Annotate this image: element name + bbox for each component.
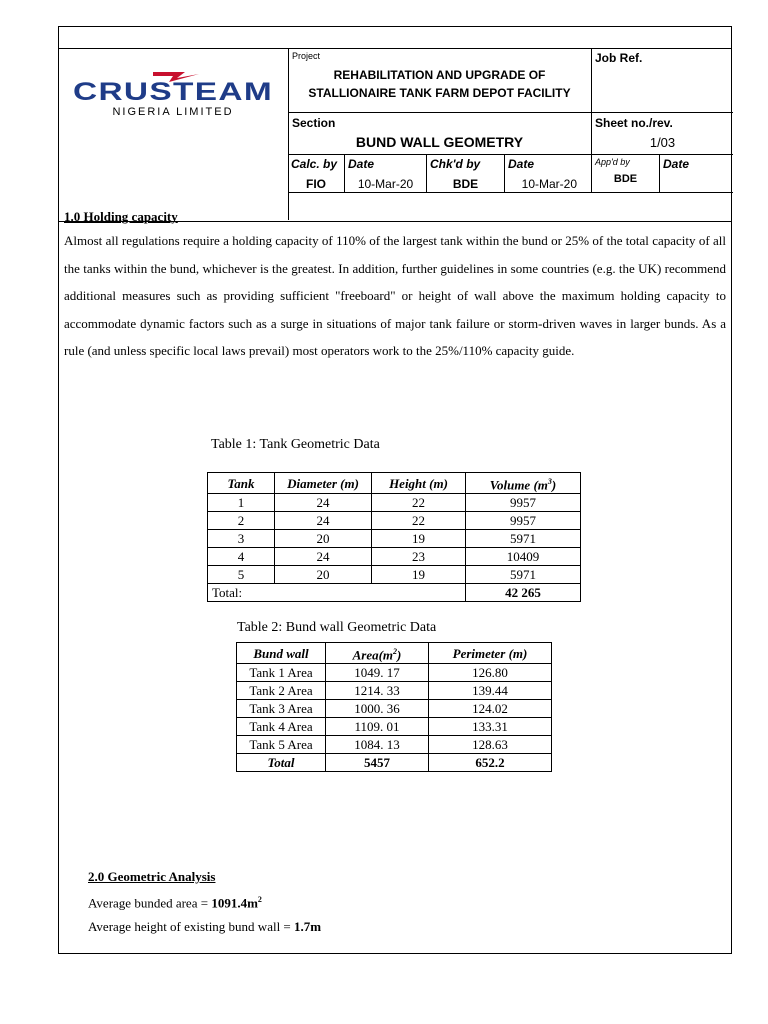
section2-heading: 2.0 Geometric Analysis (88, 869, 216, 884)
section-title: BUND WALL GEOMETRY (355, 134, 524, 150)
date3-cell (659, 154, 733, 192)
logo-cell (59, 48, 289, 220)
company-logo (59, 48, 288, 220)
section-cell (288, 112, 591, 154)
project-label: Project (292, 51, 321, 61)
chkd-by-label: Chk'd by (430, 157, 481, 171)
table-row (208, 494, 581, 512)
table1-header-row (208, 473, 581, 494)
project-title-line1: REHABILITATION AND UPGRADE OF (333, 68, 546, 82)
section2 (88, 868, 688, 938)
calc-by-label: Calc. by (291, 157, 338, 171)
logo-brand-text: CRUSTEAM (73, 78, 273, 106)
table-cell: 9957 (466, 512, 581, 530)
table-cell: 10409 (466, 548, 581, 566)
section1-paragraph: Almost all regulations require a holding capacity of 110% of the largest tank within the bund or 25% of the total capacity of all the tanks within the bund, whichever is the greatest. In addition, further guidelines in some countries (e.g. the UK) recommend additional measures such as providing sufficient "freeboard" or height of wall above the maximum holding capacity to accommodate dynamic factors such as a surge in situations of major tank failure or storm-driven waves in larger bunds. As a rule (and unless specific local laws prevail) most operators work to the 25%/110% capacity guide. (64, 233, 726, 358)
table-cell: 19 (372, 566, 466, 584)
project-title-line2: STALLIONAIRE TANK FARM DEPOT FACILITY (308, 86, 571, 100)
table2-col-perimeter: Perimeter (m) (429, 643, 552, 664)
table-cell: Tank 2 Area (237, 682, 326, 700)
table2-total-area: 5457 (326, 754, 429, 772)
sheet-label: Sheet no./rev. (595, 116, 673, 130)
date2-value: 10-Mar-20 (521, 177, 577, 191)
table2-caption: Table 2: Bund wall Geometric Data (237, 620, 437, 635)
logo-sub-text: NIGERIA LIMITED (112, 106, 234, 118)
sheet-value: 1/03 (649, 135, 676, 150)
appd-by-value: BDE (613, 173, 638, 185)
table-cell: 24 (275, 548, 372, 566)
table1-col-tank: Tank (208, 473, 275, 494)
table-cell: 124.02 (429, 700, 552, 718)
date1-value: 10-Mar-20 (357, 177, 414, 191)
appd-by-cell (591, 154, 659, 192)
table-cell: 4 (208, 548, 275, 566)
table1-col-diameter: Diameter (m) (275, 473, 372, 494)
title-block (59, 48, 731, 222)
chkd-by-cell (426, 154, 504, 192)
table2 (236, 642, 552, 772)
table1-col-volume: Volume $(m^3)$ (466, 473, 581, 494)
table-row (208, 548, 581, 566)
table-cell: 5 (208, 566, 275, 584)
table-cell: 22 (372, 494, 466, 512)
appd-by-label: App'd by (595, 157, 630, 167)
table-row (237, 736, 552, 754)
table-cell: 1109. 01 (326, 718, 429, 736)
sheet-cell (591, 112, 733, 154)
date2-label: Date (508, 157, 535, 171)
table-cell: Tank 3 Area (237, 700, 326, 718)
date3-label: Date (663, 157, 690, 171)
job-ref-label: Job Ref. (595, 51, 643, 65)
table-cell: 24 (275, 494, 372, 512)
table-row (237, 682, 552, 700)
table-cell: 128.63 (429, 736, 552, 754)
date1-cell (344, 154, 426, 192)
table-cell: Tank 1 Area (237, 664, 326, 682)
table1-caption: Table 1: Tank Geometric Data (211, 437, 380, 452)
table-row (208, 566, 581, 584)
table-cell: 1 (208, 494, 275, 512)
table-row (237, 664, 552, 682)
calc-by-cell (288, 154, 344, 192)
table-row (237, 700, 552, 718)
chkd-by-value: BDE (452, 177, 479, 191)
table-row (208, 530, 581, 548)
section2-line2: Average height of existing bund wall = 1.7m (88, 919, 322, 935)
project-cell (288, 48, 591, 112)
table-cell: 9957 (466, 494, 581, 512)
date1-label: Date (348, 157, 375, 171)
table2-total-row (237, 754, 552, 772)
section2-line1: Average bunded area = $1091.4m^2$ (88, 895, 262, 911)
table-cell: 1084. 13 (326, 736, 429, 754)
table-cell: 126.80 (429, 664, 552, 682)
table-cell: 5971 (466, 566, 581, 584)
table2-col-area: $Area(m^2)$ (326, 643, 429, 664)
table-row (208, 512, 581, 530)
section1 (64, 208, 726, 365)
table1 (207, 472, 581, 602)
section1-heading: 1.0 Holding capacity (64, 209, 178, 224)
table-cell: 24 (275, 512, 372, 530)
table-cell: 20 (275, 530, 372, 548)
table2-header-row (237, 643, 552, 664)
table2-col-bund-wall: Bund wall (237, 643, 326, 664)
table2-total-label: Total (237, 754, 326, 772)
table-cell: 20 (275, 566, 372, 584)
table1-total-row (208, 584, 581, 602)
table1-col-height: Height (m) (372, 473, 466, 494)
section-label: Section (292, 116, 336, 130)
table-cell: 1000. 36 (326, 700, 429, 718)
table-cell: 19 (372, 530, 466, 548)
date2-cell (504, 154, 591, 192)
table1-total-label: Total: (208, 584, 466, 602)
table1-total-value: 42 265 (466, 584, 581, 602)
table-cell: 139.44 (429, 682, 552, 700)
top-blank-row (59, 27, 731, 49)
table-cell: 1049. 17 (326, 664, 429, 682)
table-row (237, 718, 552, 736)
table-cell: 23 (372, 548, 466, 566)
table2-total-perimeter: 652.2 (429, 754, 552, 772)
table-cell: Tank 4 Area (237, 718, 326, 736)
table-cell: 3 (208, 530, 275, 548)
table-cell: Tank 5 Area (237, 736, 326, 754)
table-cell: 2 (208, 512, 275, 530)
table-cell: 5971 (466, 530, 581, 548)
table-cell: 22 (372, 512, 466, 530)
job-ref-cell (591, 48, 733, 112)
table-cell: 133.31 (429, 718, 552, 736)
calc-by-value: FIO (306, 177, 326, 191)
table-cell: 1214. 33 (326, 682, 429, 700)
